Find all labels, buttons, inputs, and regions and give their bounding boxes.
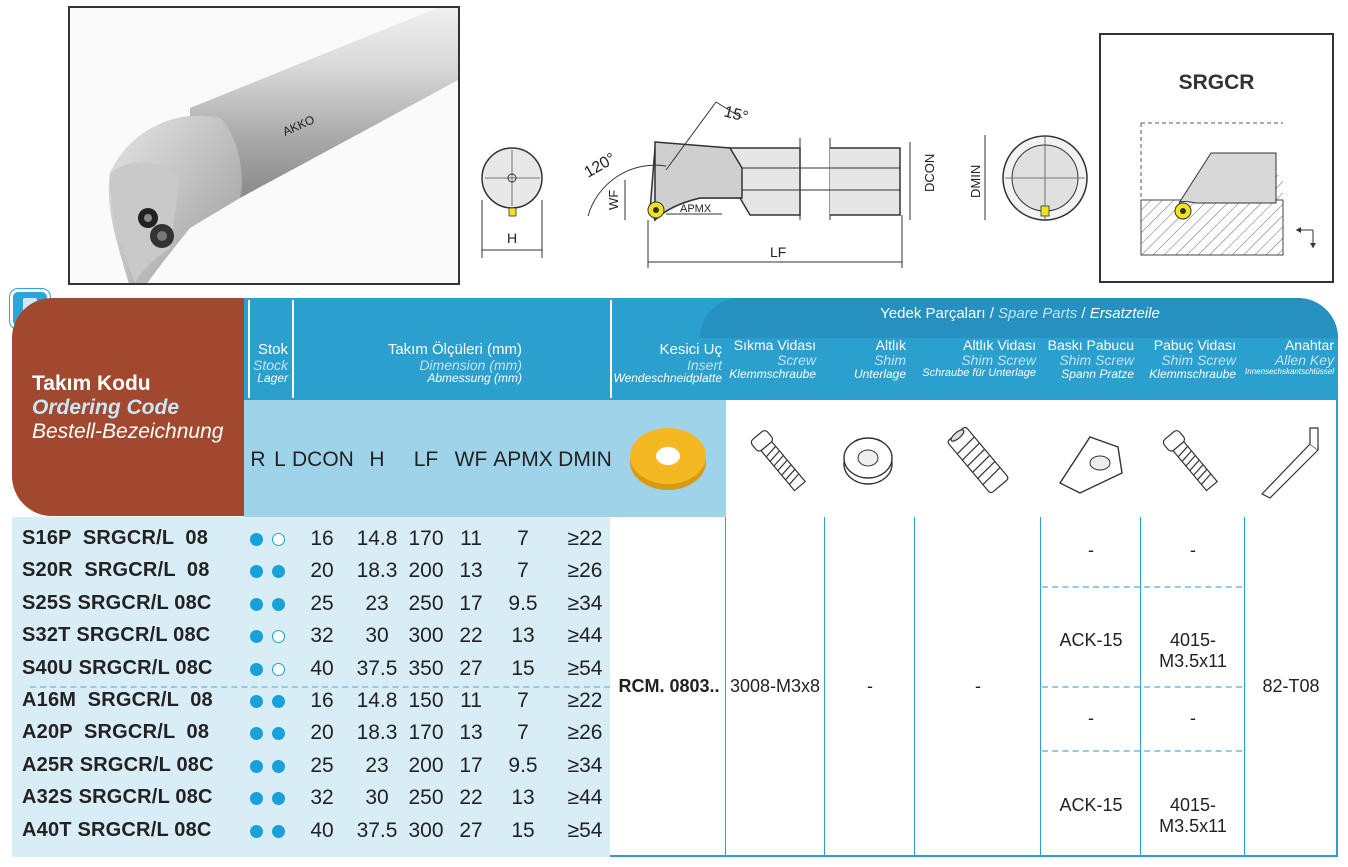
- cell-dcon: 16: [310, 527, 334, 550]
- cell-apmx: 7: [517, 527, 529, 550]
- stock-left-dot: [272, 663, 285, 676]
- cell-dmin: ≥44: [567, 786, 603, 810]
- end-view-dmin: [968, 135, 1087, 220]
- cell-apmx: 9.5: [508, 753, 538, 777]
- ordering-code: A16M SRGCR/L 08: [22, 689, 213, 711]
- stock-header: Stok Stock Lager: [252, 341, 288, 386]
- cell-wf: 11: [460, 689, 482, 712]
- screw-code: 3008-M3x8: [729, 676, 821, 696]
- cell-dcon: 25: [310, 753, 334, 777]
- end-view-h: [482, 148, 542, 258]
- srgcr-diagram-box: [1099, 33, 1334, 283]
- col-wf: WF: [454, 448, 488, 471]
- ordering-code: A20P SRGCR/L 08: [22, 721, 210, 744]
- shim-screw-code: -: [975, 676, 981, 696]
- col-lf: LF: [413, 448, 439, 471]
- cell-lf: 300: [408, 624, 444, 648]
- table-row: [0, 523, 610, 555]
- stock-right-dot: [250, 533, 263, 546]
- cell-wf: 27: [459, 818, 483, 842]
- cell-lf: 150: [408, 689, 444, 712]
- cell-lf: 200: [408, 753, 444, 777]
- cell-dmin: ≥34: [567, 591, 603, 615]
- ordering-code: S25S SRGCR/L 08C: [22, 591, 212, 614]
- insert-code: RCM. 0803..: [618, 676, 720, 696]
- cell-h: 30: [365, 624, 389, 648]
- cell-h: 23: [365, 591, 389, 615]
- cell-dmin: ≥34: [567, 753, 603, 777]
- ordering-code-header: [12, 298, 244, 516]
- stock-right-dot: [250, 760, 263, 773]
- cell-wf: 22: [459, 624, 483, 648]
- table-row: [0, 653, 610, 685]
- cell-wf: 22: [459, 786, 483, 810]
- cell-h: 18.3: [356, 721, 398, 745]
- stock-right-dot: [250, 565, 263, 578]
- clamp-screw-header: Pabuç Vidası Shim Screw Klemmschraube: [1149, 337, 1236, 382]
- cell-dmin: ≥22: [567, 689, 603, 712]
- allen-key-icon: [1252, 422, 1332, 502]
- stock-left-dot: [272, 565, 285, 578]
- table-row: [0, 717, 610, 749]
- cell-dmin: ≥26: [567, 721, 603, 745]
- cell-wf: 17: [459, 753, 483, 777]
- cell-wf: 11: [460, 527, 482, 550]
- stock-right-dot: [250, 727, 263, 740]
- cell-h: 14.8: [356, 527, 398, 550]
- table-row: [0, 555, 610, 587]
- dim-dcon-label: DCON: [922, 153, 937, 192]
- cell-lf: 170: [408, 721, 444, 745]
- screw-icon: [738, 420, 818, 500]
- clamp-icon: [1050, 425, 1130, 501]
- stock-right-dot: [250, 598, 263, 611]
- shim-screw-header: Altlık Vidası Shim Screw Schraube für Unterlage: [922, 337, 1036, 380]
- cell-wf: 27: [459, 656, 483, 680]
- cell-wf: 13: [459, 559, 483, 583]
- side-view: [582, 102, 938, 268]
- ordering-code: S20R SRGCR/L 08: [22, 559, 210, 582]
- cell-dmin: ≥44: [567, 624, 603, 648]
- ordering-code: A32S SRGCR/L 08C: [22, 786, 213, 809]
- group-separator: [30, 686, 610, 688]
- shim-screw-icon: [938, 420, 1018, 500]
- dim-dmin-label: DMIN: [968, 164, 983, 198]
- stock-left-dot: [272, 533, 285, 546]
- cell-h: 37.5: [356, 818, 398, 842]
- key-header: Anahtar Allen Key Innensechskantschlüssel: [1245, 337, 1334, 377]
- stock-right-dot: [250, 792, 263, 805]
- cell-dcon: 40: [310, 818, 334, 842]
- ordering-code: A25R SRGCR/L 08C: [22, 753, 214, 776]
- ordering-code: S32T SRGCR/L 08C: [22, 624, 211, 647]
- cell-dcon: 25: [310, 591, 334, 615]
- dimension-header: Takım Ölçüleri (mm) Dimension (mm) Abmessung (mm): [387, 341, 522, 386]
- boring-bar-photo: [70, 8, 460, 285]
- cell-dmin: ≥54: [567, 818, 603, 842]
- clamp-code-a: -: [1088, 540, 1094, 560]
- cell-apmx: 15: [511, 818, 535, 842]
- cell-dcon: 16: [310, 689, 334, 712]
- insert-icon: [622, 420, 714, 496]
- clamp-code-c: -: [1088, 708, 1094, 728]
- shim-code: -: [867, 676, 873, 696]
- ordering-code: A40T SRGCR/L 08C: [22, 818, 212, 841]
- stock-left-dot: [272, 792, 285, 805]
- table-row: [0, 685, 610, 717]
- angle-side-label: 120°: [581, 150, 619, 182]
- stock-right-dot: [250, 825, 263, 838]
- shim-header: Altlık Shim Unterlage: [853, 337, 906, 382]
- cell-dmin: ≥26: [567, 559, 603, 583]
- cell-apmx: 9.5: [508, 591, 538, 615]
- shim-icon: [838, 430, 898, 490]
- stock-left-dot: [272, 695, 285, 708]
- dim-wf-label: WF: [606, 189, 621, 210]
- ordering-code: S40U SRGCR/L 08C: [22, 656, 213, 679]
- stock-left-dot: [272, 760, 285, 773]
- srgcr-diagram: [1101, 35, 1336, 285]
- stock-right-dot: [250, 695, 263, 708]
- cell-lf: 350: [408, 656, 444, 680]
- clamp-code-b: ACK-15: [1059, 630, 1123, 650]
- cell-apmx: 13: [511, 624, 535, 648]
- technical-drawing: [470, 80, 1090, 280]
- dim-lf-label: LF: [770, 244, 787, 260]
- cell-lf: 170: [408, 527, 444, 550]
- cell-dcon: 32: [310, 786, 334, 810]
- stock-left-dot: [272, 825, 285, 838]
- table-row: [0, 750, 610, 782]
- screw-header: Sıkma Vidası Screw Klemmschraube: [729, 337, 816, 382]
- clamp-code-d: ACK-15: [1059, 795, 1123, 815]
- insert-header: Kesici Uç Insert Wendeschneidplatte: [613, 341, 722, 386]
- table-row: [0, 620, 610, 652]
- col-dmin: DMIN: [558, 448, 612, 471]
- cell-dcon: 40: [310, 656, 334, 680]
- cell-h: 18.3: [356, 559, 398, 583]
- cell-h: 30: [365, 786, 389, 810]
- cell-apmx: 7: [517, 689, 529, 712]
- clamp-screw-code-a: -: [1190, 540, 1196, 560]
- svg-text:AKKO: AKKO: [280, 112, 317, 139]
- cell-dcon: 20: [310, 721, 334, 745]
- table-row: [0, 815, 610, 847]
- table-row: [0, 588, 610, 620]
- clamp-screw-code-d: 4015-M3.5x11: [1159, 795, 1227, 836]
- clamp-screw-icon: [1150, 420, 1230, 500]
- ordering-code: S16P SRGCR/L 08: [22, 527, 209, 549]
- cell-dcon: 32: [310, 624, 334, 648]
- cell-dmin: ≥22: [567, 527, 603, 550]
- dim-h-label: H: [507, 230, 518, 246]
- table-row: [0, 782, 610, 814]
- ordering-en: Ordering Code: [32, 396, 180, 419]
- col-apmx: APMX: [493, 448, 553, 471]
- col-r: R: [250, 448, 266, 471]
- product-photo: [68, 6, 460, 285]
- ordering-tr: Takım Kodu: [32, 372, 151, 395]
- stock-right-dot: [250, 663, 263, 676]
- angle-top-label: 15°: [721, 103, 750, 127]
- stock-left-dot: [272, 630, 285, 643]
- cell-dmin: ≥54: [567, 656, 603, 680]
- stock-left-dot: [272, 598, 285, 611]
- col-h: H: [369, 448, 385, 471]
- cell-wf: 13: [459, 721, 483, 745]
- spare-parts-title: Yedek Parçaları / Spare Parts / Ersatzteile: [880, 305, 1160, 322]
- cell-apmx: 7: [517, 721, 529, 745]
- cell-lf: 300: [408, 818, 444, 842]
- ordering-de: Bestell-Bezeichnung: [32, 420, 224, 443]
- clamp-screw-code-b: 4015-M3.5x11: [1159, 630, 1227, 671]
- cell-lf: 250: [408, 591, 444, 615]
- col-dcon: DCON: [292, 448, 354, 471]
- cell-apmx: 13: [511, 786, 535, 810]
- stock-left-dot: [272, 727, 285, 740]
- cell-lf: 250: [408, 786, 444, 810]
- cell-h: 23: [365, 753, 389, 777]
- clamp-screw-code-c: -: [1190, 708, 1196, 728]
- cell-dcon: 20: [310, 559, 334, 583]
- cell-wf: 17: [459, 591, 483, 615]
- col-l: L: [274, 448, 286, 471]
- cell-lf: 200: [408, 559, 444, 583]
- key-code: 82-T08: [1262, 676, 1320, 696]
- cell-h: 37.5: [356, 656, 398, 680]
- dim-apmx-label: APMX: [680, 203, 712, 215]
- cell-h: 14.8: [356, 689, 398, 712]
- clamp-header: Baskı Pabucu Shim Screw Spann Pratze: [1047, 337, 1134, 382]
- srgcr-title: SRGCR: [1178, 71, 1255, 94]
- cell-apmx: 15: [511, 656, 535, 680]
- stock-right-dot: [250, 630, 263, 643]
- cell-apmx: 7: [517, 559, 529, 583]
